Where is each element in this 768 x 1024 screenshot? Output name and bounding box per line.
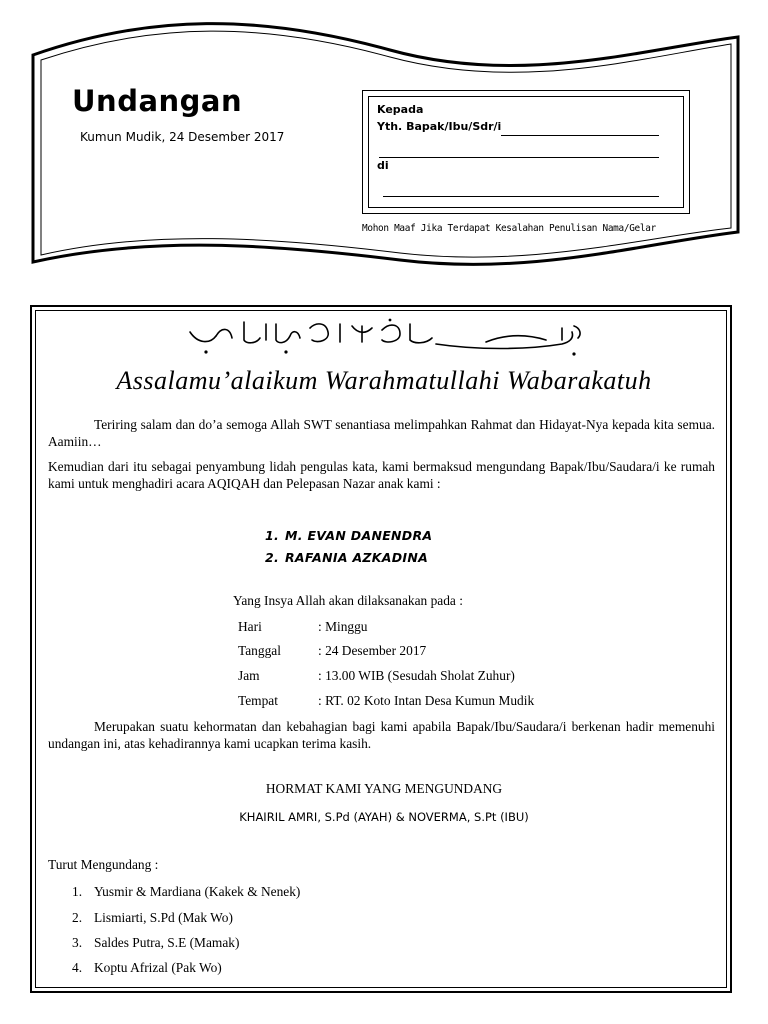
child-name: RAFANIA AZKADINA xyxy=(285,550,429,565)
basmalah-calligraphy xyxy=(186,318,586,360)
address-location-line xyxy=(383,196,659,197)
detail-row-hari: Hari : Minggu xyxy=(238,619,368,634)
signers: KHAIRIL AMRI, S.Pd (AYAH) & NOVERMA, S.Pt (IBU) xyxy=(239,810,529,824)
co-inviter-item: 1. Yusmir & Mardiana (Kakek & Nenek) xyxy=(72,884,301,899)
place-date: Kumun Mudik, 24 Desember 2017 xyxy=(80,130,285,144)
detail-row-jam: Jam : 13.00 WIB (Sesudah Sholat Zuhur) xyxy=(238,668,515,683)
address-box-inner xyxy=(368,96,684,208)
detail-row-tanggal: Tanggal : 24 Desember 2017 xyxy=(238,643,427,658)
schedule-intro: Yang Insya Allah akan dilaksanakan pada : xyxy=(233,593,463,608)
children-list xyxy=(265,525,432,569)
invitation-title: Undangan xyxy=(72,84,243,118)
address-kepada-label: Kepada xyxy=(377,103,424,116)
greeting-salam: Assalamu’alaikum Warahmatullahi Wabarakatuh xyxy=(116,366,652,395)
address-name-line-2 xyxy=(379,157,659,158)
invitation-paragraph: Kemudian dari itu sebagai penyambung lidah pengulas kata, kami bermaksud mengundang Bapak/Ibu/Saudara/i ke rumah kami untuk menghadiri acara AQIQAH dan Pelepasan Nazar anak kami : xyxy=(48,459,715,491)
closing-regards: HORMAT KAMI YANG MENGUNDANG xyxy=(265,781,503,796)
co-inviter-item: 2. Lismiarti, S.Pd (Mak Wo) xyxy=(72,910,233,925)
apology-note: Mohon Maaf Jika Terdapat Kesalahan Penulisan Nama/Gelar xyxy=(362,223,656,234)
detail-row-tempat: Tempat : RT. 02 Koto Intan Desa Kumun Mudik xyxy=(238,693,535,708)
co-inviter-item: 4. Koptu Afrizal (Pak Wo) xyxy=(72,960,222,975)
address-yth-label: Yth. Bapak/Ibu/Sdr/i xyxy=(377,120,502,133)
closing-paragraph: Merupakan suatu kehormatan dan kebahagian bagi kami apabila Bapak/Ibu/Saudara/i berkenan hadir memenuhi undangan ini, atas kehadirannya kami ucapkan terima kasih. xyxy=(48,719,715,751)
address-di-label: di xyxy=(377,159,389,172)
co-inviters-title: Turut Mengundang : xyxy=(48,857,159,872)
address-box xyxy=(362,90,690,214)
child-name: M. EVAN DANENDRA xyxy=(285,528,433,543)
address-name-line xyxy=(501,135,659,136)
opening-paragraph: Teriring salam dan do’a semoga Allah SWT senantiasa melimpahkan Rahmat dan Hidayat-Nya kepada kita semua. Aamiin… xyxy=(48,417,715,449)
co-inviter-item: 3. Saldes Putra, S.E (Mamak) xyxy=(72,935,240,950)
child-item: 1. M. EVAN DANENDRA xyxy=(265,528,433,543)
child-item: 2. RAFANIA AZKADINA xyxy=(265,550,429,565)
